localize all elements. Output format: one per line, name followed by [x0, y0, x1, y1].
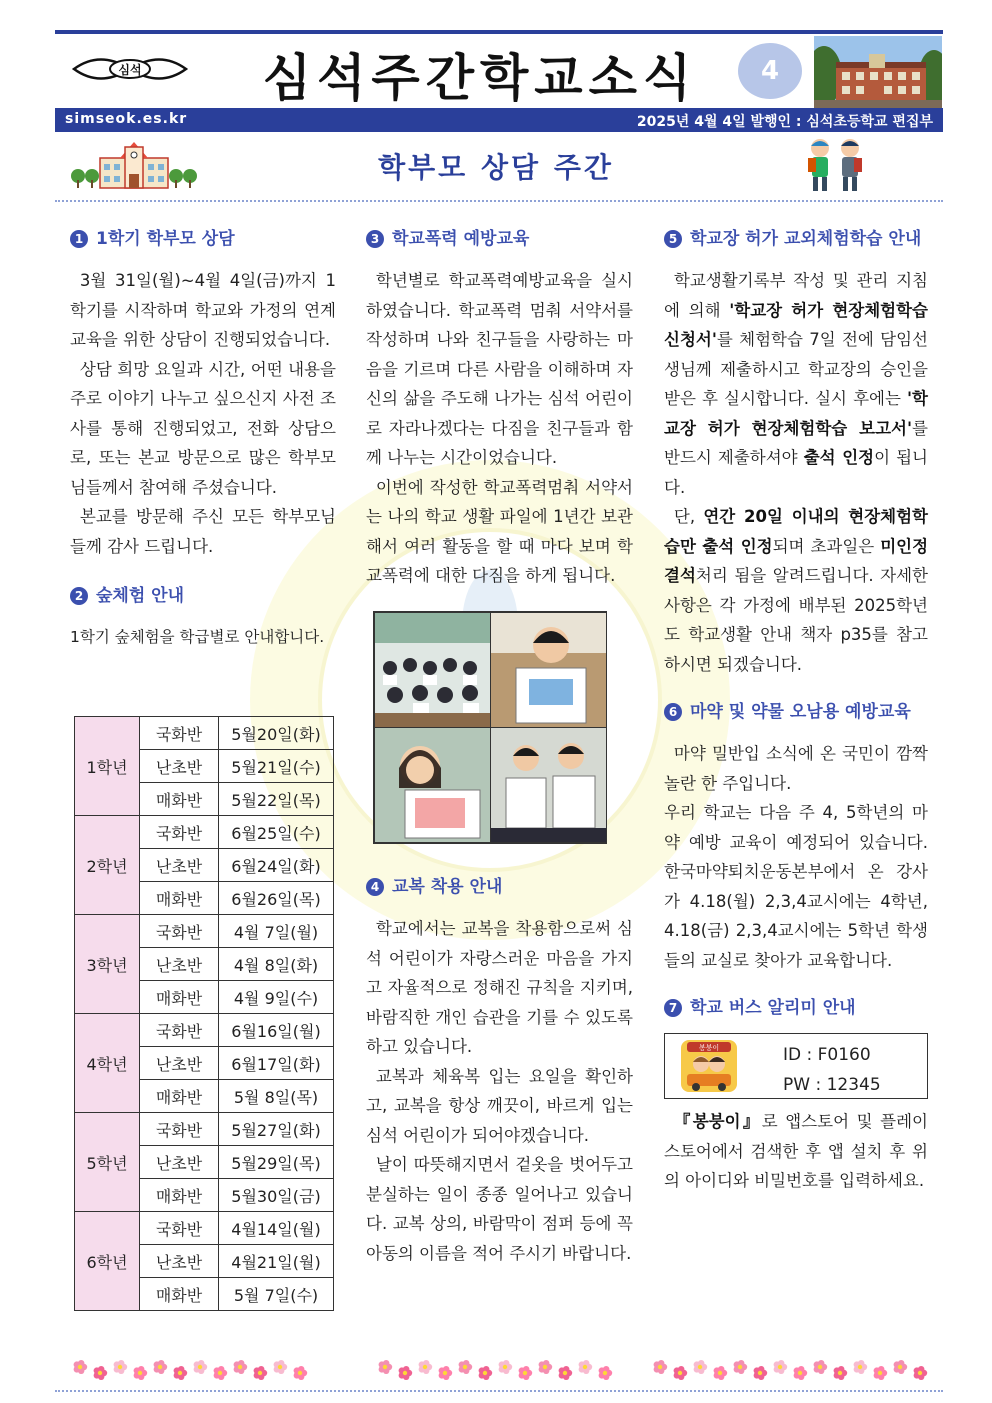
student-photo	[375, 728, 490, 842]
paragraph: 교복과 체육복 입는 요일을 확인하고, 교복을 항상 깨끗이, 바르게 입는 심석 어린이가 되어야겠습니다.	[366, 1066, 633, 1145]
section-heading: 1 1학기 학부모 상담	[70, 224, 336, 254]
section-number: 1	[70, 230, 88, 248]
table-row	[75, 717, 334, 750]
paragraph: 마약 밀반입 소식에 온 국민이 깜짝 놀란 한 주입니다.	[664, 744, 928, 793]
app-id: ID : F0160	[783, 1045, 871, 1065]
app-password: PW : 12345	[783, 1075, 881, 1095]
grade-cell: 1학년	[75, 717, 140, 816]
school-building-photo	[814, 36, 942, 108]
class-cell: 난초반	[140, 750, 219, 783]
classroom-photo	[375, 613, 490, 727]
date-cell: 5월27일(화)	[219, 1113, 334, 1146]
paragraph: 3월 31일(월)~4월 4일(금)까지 1학기를 시작하며 학교와 가정의 연계 교육을 위한 상담이 진행되었습니다.	[70, 271, 336, 349]
date-cell: 6월25일(수)	[219, 816, 334, 849]
table-intro: 1학기 숲체험을 학급별로 안내합니다.	[70, 628, 325, 646]
bus-app-credentials	[664, 1033, 928, 1099]
date-cell: 5월 8일(목)	[219, 1080, 334, 1113]
website-url: simseok.es.kr	[65, 111, 188, 127]
class-cell: 난초반	[140, 849, 219, 882]
paragraph: 『봉붕이』로 앱스토어 및 플레이 스토어에서 검색한 후 앱 설치 후 위의 아이디와 비밀번호를 입력하세요.	[664, 1112, 928, 1190]
paragraph: 우리 학교는 다음 주 4, 5학년의 마약 예방 교육이 예정되어 있습니다. 한국마약퇴치운동본부에서 온 강사가 4.18(월) 2,3,4교시에는 4학년, 4.18(금) 2,3,4교시에는 5학년 학생들의 교실로 찾아가 교육합니다.	[664, 803, 928, 970]
section-number: 2	[70, 587, 88, 605]
section-heading: 7 학교 버스 알리미 안내	[664, 993, 928, 1023]
class-cell: 국화반	[140, 717, 219, 750]
date-cell: 5월 7일(수)	[219, 1278, 334, 1311]
flower-border-decoration	[70, 1355, 930, 1385]
date-cell: 5월22일(목)	[219, 783, 334, 816]
students-photo	[491, 728, 606, 842]
class-cell: 매화반	[140, 1179, 219, 1212]
column-2-lower	[366, 872, 633, 1268]
table-row	[75, 1212, 334, 1245]
class-cell: 난초반	[140, 1245, 219, 1278]
grade-cell: 4학년	[75, 1014, 140, 1113]
newsletter-title: 심석주간학교소식	[262, 49, 698, 107]
class-cell: 국화반	[140, 1014, 219, 1047]
date-cell: 5월30일(금)	[219, 1179, 334, 1212]
svg-text:봉붕이: 봉붕이	[698, 1044, 720, 1052]
students-icon	[800, 136, 870, 194]
date-cell: 6월26일(목)	[219, 882, 334, 915]
school-building-icon	[70, 138, 198, 190]
section-heading: 2 숲체험 안내	[70, 581, 336, 611]
paragraph: 본교를 방문해 주신 모든 학부모님들께 감사 드립니다.	[70, 507, 336, 556]
class-cell: 난초반	[140, 948, 219, 981]
issue-number-badge: 4	[738, 43, 802, 99]
class-cell: 국화반	[140, 816, 219, 849]
date-cell: 5월20일(화)	[219, 717, 334, 750]
section-heading: 3 학교폭력 예방교육	[366, 224, 633, 254]
column-3	[664, 224, 928, 1196]
date-cell: 4월21일(월)	[219, 1245, 334, 1278]
class-cell: 매화반	[140, 1278, 219, 1311]
student-photo	[491, 613, 606, 727]
date-cell: 6월24일(화)	[219, 849, 334, 882]
section-heading: 6 마약 및 약물 오남용 예방교육	[664, 697, 928, 727]
paragraph: 학교에서는 교복을 착용함으로써 심석 어린이가 자랑스러운 마음을 가지고 자율적으로 정해진 규칙을 지키며, 바람직한 개인 습관을 기를 수 있도록 하고 있습니다.	[366, 919, 633, 1056]
table-row	[75, 1014, 334, 1047]
class-cell: 국화반	[140, 1212, 219, 1245]
table-row	[75, 1113, 334, 1146]
section-number: 6	[664, 703, 682, 721]
grade-cell: 2학년	[75, 816, 140, 915]
section-number: 3	[366, 230, 384, 248]
class-cell: 난초반	[140, 1047, 219, 1080]
class-cell: 매화반	[140, 1080, 219, 1113]
grade-cell: 6학년	[75, 1212, 140, 1311]
grade-cell: 3학년	[75, 915, 140, 1014]
date-cell: 4월14일(월)	[219, 1212, 334, 1245]
section-divider	[55, 200, 943, 202]
info-bar	[55, 108, 943, 132]
column-1	[70, 224, 336, 655]
section-heading: 4 교복 착용 안내	[366, 872, 633, 902]
class-cell: 매화반	[140, 981, 219, 1014]
class-cell: 매화반	[140, 882, 219, 915]
bus-app-icon	[679, 1038, 739, 1094]
forest-schedule-table-wrap	[74, 716, 334, 1311]
class-cell: 국화반	[140, 915, 219, 948]
date-cell: 6월17일(화)	[219, 1047, 334, 1080]
section-number: 7	[664, 999, 682, 1017]
paragraph: 학년별로 학교폭력예방교육을 실시하였습니다. 학교폭력 멈춰 서약서를 작성하며 나와 친구들을 사랑하는 마음을 기르며 다른 사람을 이해하며 자신의 삶을 주도해 나가는 심석 어린이로 자라나겠다는 다짐을 친구들과 함께 나누는 시간이었습니다.	[366, 271, 633, 467]
column-2	[366, 224, 633, 591]
paragraph: 학교생활기록부 작성 및 관리 지침에 의해 '학교장 허가 현장체험학습 신청서'를 체험학습 7일 전에 담임선생님께 제출하시고 학교장의 승인을 받은 후 실시합니다. 실시 후에는 '학교장 허가 현장체험학습 보고서'를 반드시 제출하셔야 출석 인정이 됩니다.	[664, 271, 928, 497]
date-cell: 5월29일(목)	[219, 1146, 334, 1179]
date-cell: 4월 7일(월)	[219, 915, 334, 948]
section-number: 5	[664, 230, 682, 248]
forest-schedule-table	[74, 716, 334, 1311]
date-cell: 5월21일(수)	[219, 750, 334, 783]
date-cell: 4월 8일(화)	[219, 948, 334, 981]
bottom-divider	[55, 1390, 943, 1392]
credentials-text	[783, 1040, 881, 1100]
section-number: 4	[366, 878, 384, 896]
paragraph: 단, 연간 20일 이내의 현장체험학습만 출석 인정되며 초과일은 미인정결석처리 됨을 알려드립니다. 자세한 사항은 각 가정에 배부된 2025학년도 학교생활 안내 책자 p35를 참고하시면 되겠습니다.	[664, 507, 929, 674]
date-cell: 4월 9일(수)	[219, 981, 334, 1014]
paragraph: 상담 희망 요일과 시간, 어떤 내용을 주로 이야기 나누고 싶으신지 사전 조사를 통해 진행되었고, 전화 상담으로, 또는 본교 방문으로 많은 학부모님들께서 참여해 주셨습니다.	[70, 359, 336, 497]
class-cell: 난초반	[140, 1146, 219, 1179]
svg-text:심석: 심석	[118, 63, 142, 77]
paragraph: 이번에 작성한 학교폭력멈춰 서약서는 나의 학교 생활 파일에 1년간 보관해서 여러 활동을 할 때 마다 보며 학교폭력에 대한 다짐을 하게 됩니다.	[366, 477, 633, 585]
date-cell: 6월16일(월)	[219, 1014, 334, 1047]
publication-info: 2025년 4월 4일 발행인 : 심석초등학교 편집부	[636, 114, 933, 130]
top-rule	[55, 30, 943, 34]
anti-violence-pledge-photos	[373, 611, 607, 844]
class-cell: 국화반	[140, 1113, 219, 1146]
school-logo	[70, 52, 190, 86]
grade-cell: 5학년	[75, 1113, 140, 1212]
paragraph: 날이 따뜻해지면서 겉옷을 벗어두고 분실하는 일이 종종 일어나고 있습니다. 교복 상의, 바람막이 점퍼 등에 꼭 아동의 이름을 적어 주시기 바랍니다.	[366, 1155, 633, 1263]
table-row	[75, 816, 334, 849]
class-cell: 매화반	[140, 783, 219, 816]
section-heading: 5 학교장 허가 교외체험학습 안내	[664, 224, 928, 254]
table-row	[75, 915, 334, 948]
subheader-title: 학부모 상담 주간	[378, 151, 614, 184]
